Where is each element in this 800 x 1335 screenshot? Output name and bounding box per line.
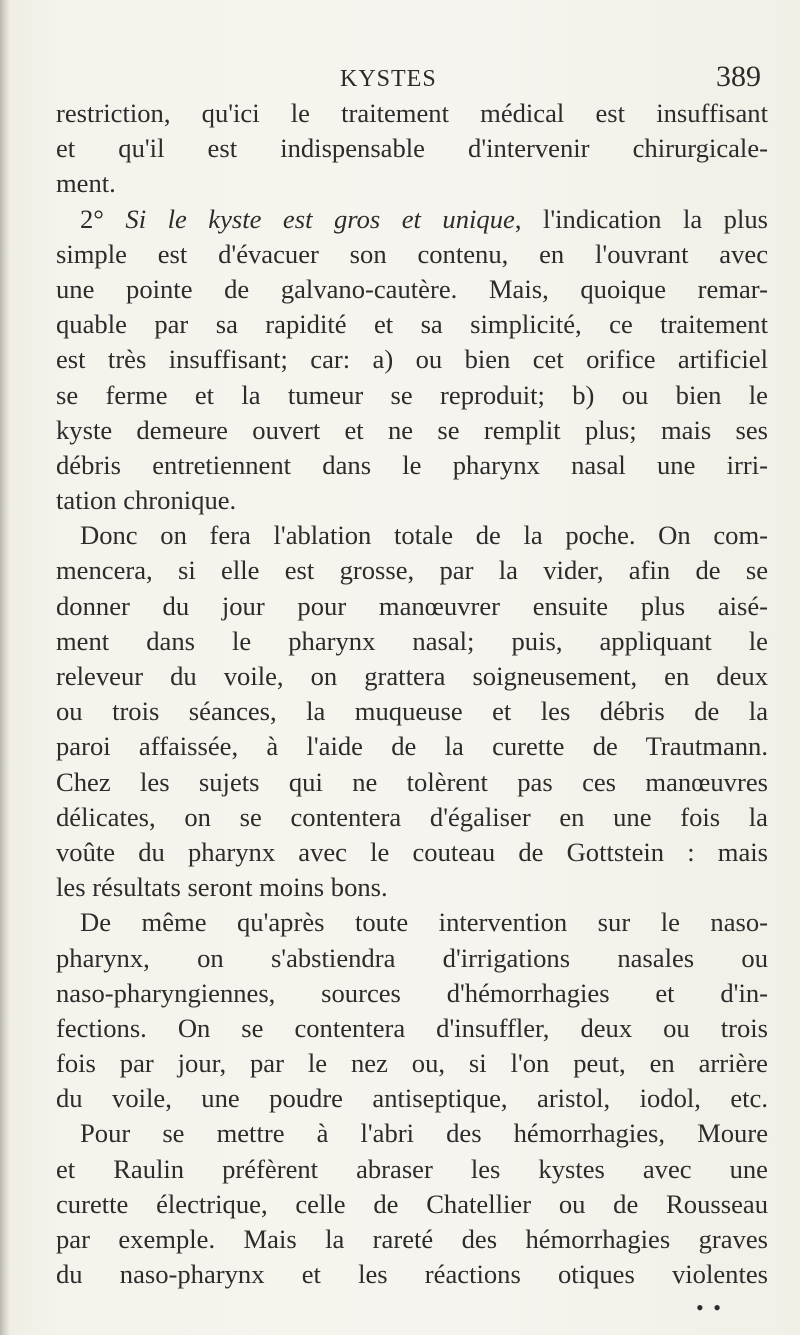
text-line: Chez les sujets qui ne tolèrent pas ces manœuvres: [56, 766, 768, 797]
text-line: kyste demeure ouvert et ne se remplit plus; mais ses: [56, 414, 768, 445]
text-line: releveur du voile, on grattera soigneusement, en deux: [56, 661, 768, 691]
text-line: voûte du pharynx avec le couteau de Gottstein : mais: [56, 836, 768, 867]
text-line: du naso-pharynx et les réactions otiques violentes: [56, 1259, 768, 1290]
text-line: quable par sa rapidité et sa simplicité, ce traitement: [56, 309, 768, 340]
text-line: se ferme et la tumeur se reproduit; b) ou bien le: [56, 379, 768, 410]
enumeration-number: 2°: [80, 203, 126, 234]
text-line: du voile, une poudre antiseptique, aristol, iodol, etc.: [56, 1083, 768, 1114]
text-line: délicates, on se contentera d'égaliser en une fois la: [56, 801, 768, 832]
text-line: ment dans le pharynx nasal; puis, appliquant le: [56, 625, 768, 656]
text-line: les résultats seront moins bons.: [56, 872, 388, 903]
text-line: et Raulin préfèrent abraser les kystes avec une: [56, 1153, 768, 1184]
text-line: mencera, si elle est grosse, par la vider, afin de se: [56, 555, 768, 586]
text-line: pharynx, on s'abstiendra d'irrigations nasales ou: [56, 942, 768, 973]
text-line: Donc on fera l'ablation totale de la poche. On com-: [80, 520, 768, 551]
signature-mark: • •: [696, 1295, 723, 1320]
text-line: restriction, qu'ici le traitement médical est insuffisant: [56, 98, 768, 128]
page-binding-edge: [0, 0, 10, 1335]
text-line: ment.: [56, 168, 116, 199]
text-line: paroi affaissée, à l'aide de la curette de Trautmann.: [56, 731, 768, 762]
text-line: curette électrique, celle de Chatellier ou de Rousseau: [56, 1188, 768, 1219]
text-line: fections. On se contentera d'insuffler, deux ou trois: [56, 1012, 768, 1043]
page-header: [0, 60, 800, 100]
text-line: Pour se mettre à l'abri des hémorrhagies, Moure: [80, 1118, 768, 1149]
text-line: et qu'il est indispensable d'intervenir chirurgicale-: [56, 133, 768, 164]
body-text: [56, 96, 768, 1292]
text-line: fois par jour, par le nez ou, si l'on peut, en arrière: [56, 1048, 768, 1079]
text-line: par exemple. Mais la rareté des hémorrhagies graves: [56, 1224, 768, 1254]
running-title: KYSTES: [340, 66, 437, 92]
text-fragment: , l'indication la plus: [514, 203, 768, 234]
text-line: tation chronique.: [56, 485, 237, 516]
text-line: ou trois séances, la muqueuse et les débris de la: [56, 696, 768, 727]
text-line: De même qu'après toute intervention sur le naso-: [80, 907, 768, 938]
text-line: est très insuffisant; car: a) ou bien cet orifice artificiel: [56, 344, 768, 375]
text-line: naso-pharyngiennes, sources d'hémorrhagies et d'in-: [56, 977, 768, 1008]
text-line: donner du jour pour manœuvrer ensuite plus aisé-: [56, 590, 768, 621]
text-line: simple est d'évacuer son contenu, en l'ouvrant avec: [56, 238, 768, 269]
page-number: 389: [716, 60, 761, 93]
text-line: une pointe de galvano-cautère. Mais, quoique remar-: [56, 273, 768, 304]
text-line: débris entretiennent dans le pharynx nasal une irri-: [56, 449, 768, 480]
text-line-enumeration: [56, 202, 768, 237]
italic-phrase: Si le kyste est gros et unique: [125, 203, 515, 234]
